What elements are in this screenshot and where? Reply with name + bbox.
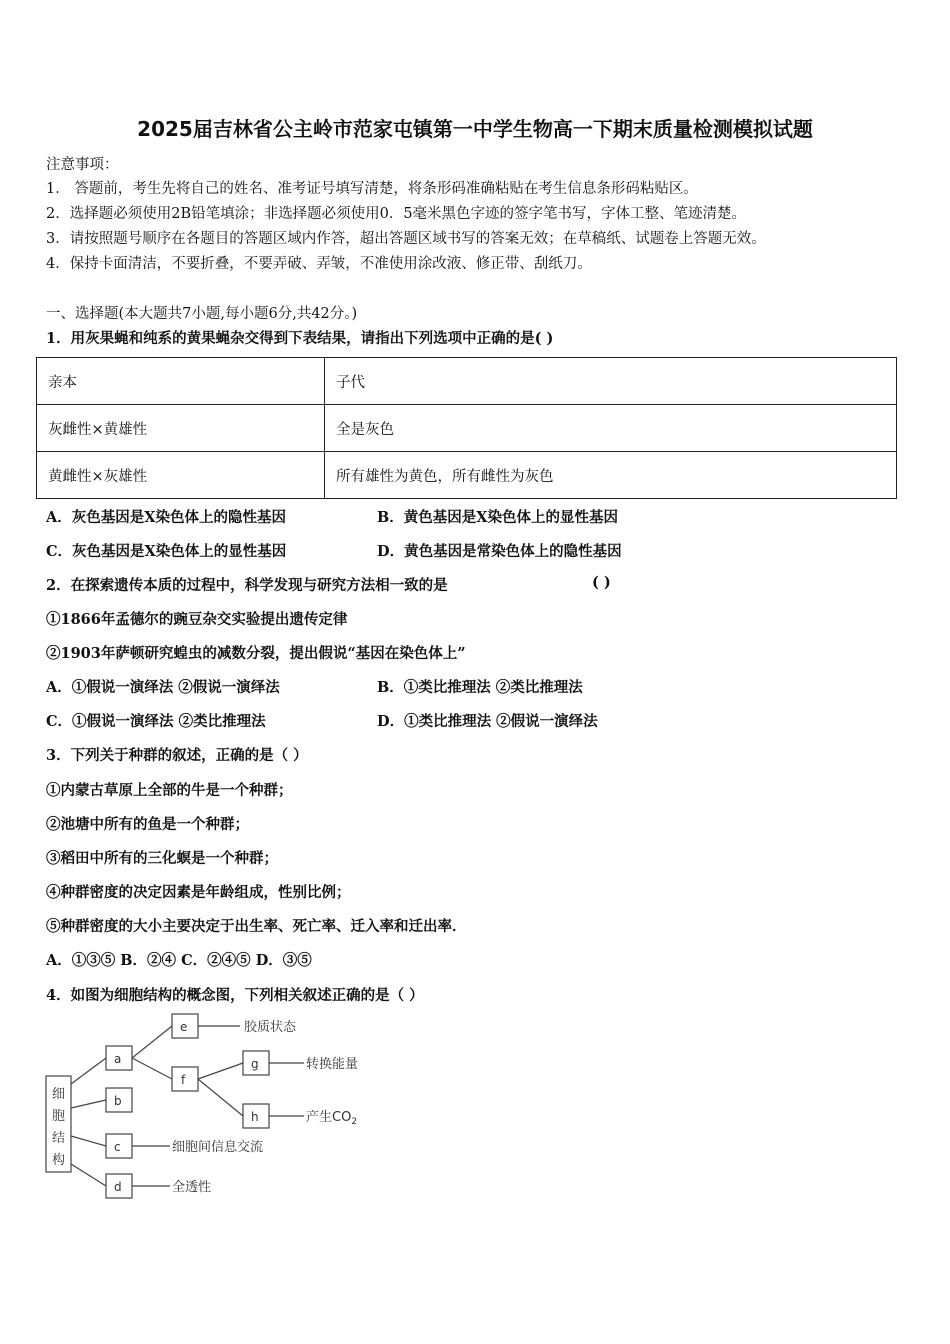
q1-option-c: C．灰色基因是X染色体上的显性基因	[46, 543, 287, 560]
q1-option-a: A．灰色基因是X染色体上的隐性基因	[46, 509, 286, 526]
table-cell: 黄雌性×灰雄性	[37, 452, 325, 499]
label-e: 胶质状态	[244, 1020, 297, 1035]
q3-statement-4: ④种群密度的决定因素是年龄组成，性别比例；	[46, 884, 351, 901]
q3-stem: 3．下列关于种群的叙述，正确的是（ ）	[46, 747, 308, 764]
label-g: 转换能量	[306, 1057, 359, 1072]
q3-options: A．①③⑤ B．②④ C．②④⑤ D．③⑤	[46, 952, 312, 969]
notice-item-3: 3．请按照题号顺序在各题目的答题区域内作答，超出答题区域书写的答案无效；在草稿纸、试题卷上答题无效。	[46, 231, 766, 247]
q2-statement-1: ①1866年孟德尔的豌豆杂交实验提出遗传定律	[46, 611, 348, 628]
q2-stem: 2．在探索遗传本质的过程中，科学发现与研究方法相一致的是	[46, 577, 448, 594]
notice-heading: 注意事项：	[46, 157, 119, 173]
root-char: 结	[52, 1131, 66, 1146]
q2-statement-2: ②1903年萨顿研究蝗虫的减数分裂，提出假说“基因在染色体上”	[46, 645, 466, 662]
node-e: e	[180, 1020, 188, 1034]
node-h: h	[251, 1110, 259, 1124]
table-cell: 亲本	[37, 358, 325, 405]
root-char: 构	[52, 1153, 66, 1168]
node-g: g	[251, 1057, 259, 1071]
q1-option-d: D．黄色基因是常染色体上的隐性基因	[377, 543, 622, 560]
root-char: 细	[52, 1087, 66, 1102]
node-a: a	[114, 1052, 122, 1066]
q2-paren: ( )	[592, 574, 611, 591]
node-c: c	[114, 1140, 121, 1154]
q3-statement-5: ⑤种群密度的大小主要决定于出生率、死亡率、迁入率和迁出率．	[46, 918, 467, 935]
q2-option-c: C．①假说一演绎法 ②类比推理法	[46, 713, 266, 730]
table-cell: 所有雄性为黄色，所有雌性为灰色	[325, 452, 897, 499]
page-title: 2025届吉林省公主岭市范家屯镇第一中学生物高一下期末质量检测模拟试题	[137, 117, 813, 141]
q4-stem: 4．如图为细胞结构的概念图，下列相关叙述正确的是（ ）	[46, 987, 424, 1004]
q3-statement-3: ③稻田中所有的三化螟是一个种群；	[46, 850, 278, 867]
q3-statement-2: ②池塘中所有的鱼是一个种群；	[46, 816, 249, 833]
table-cell: 灰雌性×黄雄性	[37, 405, 325, 452]
q2-option-b: B．①类比推理法 ②类比推理法	[377, 679, 583, 696]
section-heading: 一、选择题(本大题共7小题,每小题6分,共42分。)	[46, 306, 358, 322]
table-cell: 子代	[325, 358, 897, 405]
notice-item-4: 4．保持卡面清洁，不要折叠，不要弄破、弄皱，不准使用涂改液、修正带、刮纸刀。	[46, 256, 592, 272]
node-f: f	[181, 1073, 186, 1087]
q3-statement-1: ①内蒙古草原上全部的牛是一个种群；	[46, 782, 293, 799]
cell-structure-concept-diagram	[40, 1008, 380, 1208]
table-header-row	[37, 358, 897, 405]
notice-item-1: 1． 答题前，考生先将自己的姓名、准考证号填写清楚，将条形码准确粘贴在考生信息条形码粘贴区。	[46, 181, 698, 197]
root-char: 胞	[52, 1109, 66, 1124]
table-row	[37, 452, 897, 499]
node-b: b	[114, 1094, 122, 1108]
table-row	[37, 405, 897, 452]
node-d: d	[114, 1180, 122, 1194]
q2-option-d: D．①类比推理法 ②假说一演绎法	[377, 713, 598, 730]
q1-option-b: B．黄色基因是X染色体上的显性基因	[377, 509, 619, 526]
label-h: 产生$CO_2$	[306, 1110, 358, 1127]
table-cell: 全是灰色	[325, 405, 897, 452]
notice-item-2: 2．选择题必须使用2B铅笔填涂；非选择题必须使用0．5毫米黑色字迹的签字笔书写，字体工整、笔迹清楚。	[46, 206, 747, 222]
label-c: 细胞间信息交流	[172, 1140, 264, 1155]
label-d: 全透性	[172, 1180, 212, 1195]
q2-option-a: A．①假说一演绎法 ②假说一演绎法	[46, 679, 280, 696]
q1-stem: 1．用灰果蝇和纯系的黄果蝇杂交得到下表结果，请指出下列选项中正确的是( )	[46, 330, 554, 347]
q1-table	[36, 357, 897, 499]
